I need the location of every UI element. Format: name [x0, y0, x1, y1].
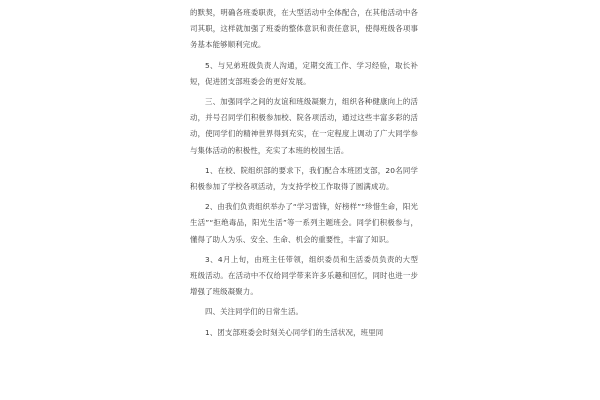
paragraph-item-1-activities: 1、在校、院组织部的要求下，我们配合本班团支部，20名同学积极参加了学校各项活动，为支持学校工作取得了圆满成功。	[190, 165, 418, 192]
paragraph-continued-duties: 的默契，明确各班委职责，在大型活动中全体配合，在其他活动中各司其职，这样就加强了班委的整体意识和责任意识，使得班级各项事务基本能够顺利完成。	[190, 8, 418, 50]
paragraph-section-3-cohesion: 三、加强同学之间的友谊和班级凝聚力，组织各种健康向上的活动，并号召同学们积极参加校、院各项活动，通过这些丰富多彩的活动，使同学们的精神世界得到充实，在一定程度上调动了广大同学参与集体活动的积极性，充实了本班的校园生活。	[190, 97, 418, 155]
paragraph-item-5-communication: 5、与兄弟班级负责人沟通，定期交流工作、学习经验，取长补短，促进团支部班委会的更好发展。	[190, 60, 418, 86]
paragraph-section-4-daily-life: 四、关注同学们的日常生活。	[205, 307, 304, 317]
paragraph-item-1-care: 1、团支部班委会时刻关心同学们的生活状况，班里同	[205, 327, 384, 337]
paragraph-item-3-april-event: 3、4月上旬，由班主任带领，组织委员和生活委员负责的大型班级活动。在活动中不仅给同学带来许多乐趣和回忆，同时也进一步增强了班级凝聚力。	[190, 254, 418, 297]
document-body	[190, 5, 418, 341]
paragraph-item-2-theme-meetings: 2、由我们负责组织举办了“学习雷锋，好榜样”“珍惜生命，阳光生活”“拒绝毒品，阳光生活”等一系列主题班会。同学们积极参与，懂得了助人为乐、安全、生命、机会的重要性，丰富了知识。	[190, 202, 418, 244]
